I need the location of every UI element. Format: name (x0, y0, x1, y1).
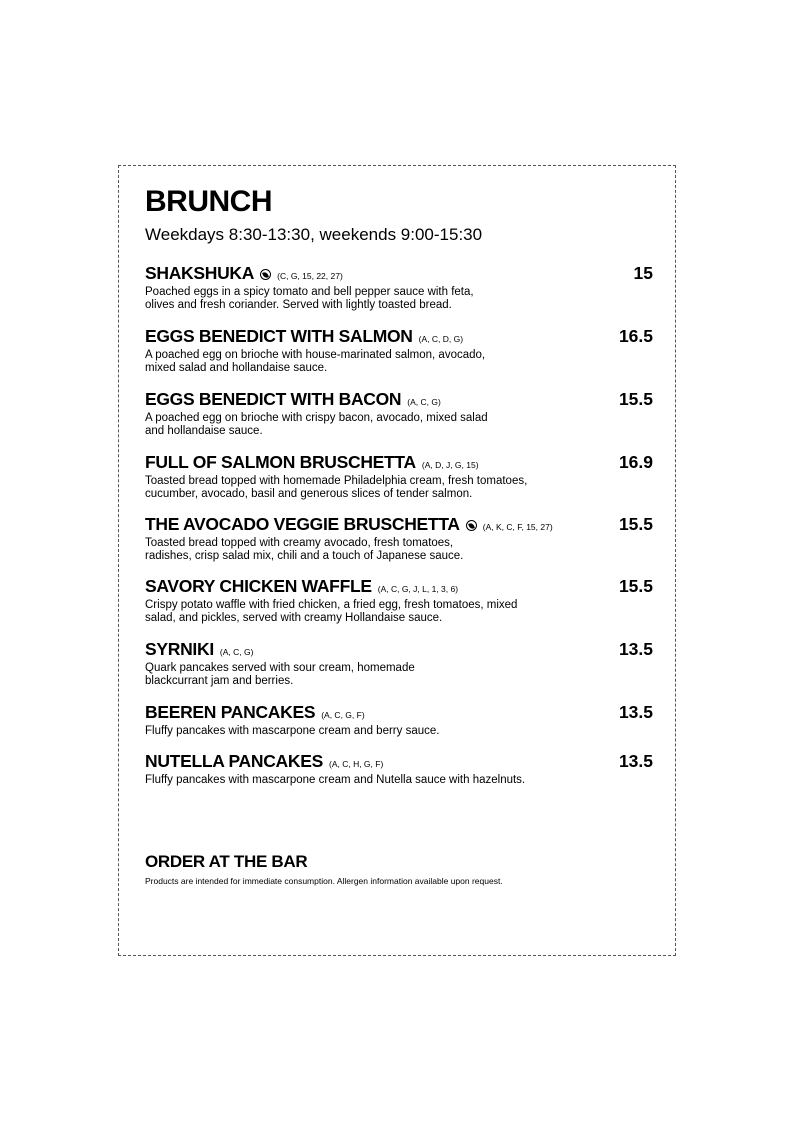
item-description (145, 725, 565, 738)
item-description-line: Quark pancakes served with sour cream, homemade (145, 662, 415, 674)
item-description (145, 349, 565, 375)
item-price: 15.5 (618, 514, 653, 534)
menu-item-beeren-pancakes (145, 701, 653, 738)
item-header (145, 750, 653, 772)
item-header (145, 325, 653, 347)
item-description-line: A poached egg on brioche with house-marinated salmon, avocado, (145, 349, 486, 361)
item-name: FULL OF SALMON BRUSCHETTA (145, 452, 416, 472)
item-header (145, 638, 653, 660)
item-description-line: Fluffy pancakes with mascarpone cream and berry sauce. (145, 725, 440, 737)
item-price: 16.9 (618, 452, 653, 472)
item-description-line: Toasted bread topped with creamy avocado, fresh tomatoes, (145, 537, 454, 549)
item-name: EGGS BENEDICT WITH BACON (145, 389, 402, 409)
item-description (145, 475, 565, 501)
menu-item-syrniki (145, 638, 653, 688)
item-allergens: (A, K, C, F, 15, 27) (482, 522, 553, 532)
menu-item-eggs-benedict-salmon (145, 325, 653, 375)
item-allergens: (A, C, G, J, L, 1, 3, 6) (377, 584, 459, 594)
item-price: 13.5 (618, 702, 653, 722)
menu-item-chicken-waffle (145, 575, 653, 625)
item-description-line: radishes, crisp salad mix, chili and a touch of Japanese sauce. (145, 550, 464, 562)
item-description-line: Fluffy pancakes with mascarpone cream and Nutella sauce with hazelnuts. (145, 774, 526, 786)
menu-item-salmon-bruschetta (145, 451, 653, 501)
item-description-line: blackcurrant jam and berries. (145, 675, 294, 687)
menu-item-eggs-benedict-bacon (145, 388, 653, 438)
item-name: SAVORY CHICKEN WAFFLE (145, 576, 372, 596)
item-name: THE AVOCADO VEGGIE BRUSCHETTA (145, 514, 460, 534)
item-header (145, 451, 653, 473)
item-allergens: (A, D, J, G, 15) (421, 460, 479, 470)
item-description-line: Toasted bread topped with homemade Philadelphia cream, fresh tomatoes, (145, 475, 528, 487)
item-allergens: (A, C, G) (219, 647, 254, 657)
opening-hours: Weekdays 8:30-13:30, weekends 9:00-15:30 (145, 225, 483, 244)
item-name: BEEREN PANCAKES (145, 702, 316, 722)
menu-item-nutella-pancakes (145, 750, 653, 787)
item-price: 15.5 (618, 389, 653, 409)
item-name: NUTELLA PANCAKES (145, 751, 323, 771)
item-description-line: Poached eggs in a spicy tomato and bell pepper sauce with feta, (145, 286, 474, 298)
item-description-line: cucumber, avocado, basil and generous slices of tender salmon. (145, 488, 473, 500)
item-header (145, 388, 653, 410)
item-price: 15 (633, 263, 653, 283)
item-description-line: A poached egg on brioche with crispy bacon, avocado, mixed salad (145, 412, 488, 424)
item-description (145, 412, 565, 438)
item-description (145, 774, 565, 787)
item-name: SHAKSHUKA (145, 263, 255, 283)
item-header (145, 262, 653, 284)
menu-item-shakshuka (145, 262, 653, 312)
item-allergens: (C, G, 15, 22, 27) (277, 271, 343, 281)
item-name: SYRNIKI (145, 639, 214, 659)
item-header (145, 513, 653, 535)
item-price: 13.5 (618, 639, 653, 659)
item-description (145, 286, 565, 312)
item-allergens: (A, C, G, F) (321, 710, 365, 720)
order-at-bar-heading: ORDER AT THE BAR (145, 852, 308, 871)
item-description (145, 662, 565, 688)
item-price: 15.5 (618, 576, 653, 596)
allergen-note: Products are intended for immediate consumption. Allergen information available upon request. (145, 876, 503, 886)
item-header (145, 701, 653, 723)
item-header (145, 575, 653, 597)
menu-frame (118, 165, 676, 956)
item-description-line: olives and fresh coriander. Served with lightly toasted bread. (145, 299, 452, 311)
item-price: 13.5 (618, 751, 653, 771)
item-allergens: (A, C, H, G, F) (328, 759, 384, 769)
item-description-line: and hollandaise sauce. (145, 425, 263, 437)
item-allergens: (A, C, G) (407, 397, 441, 407)
vegetarian-leaf-icon (466, 520, 477, 531)
item-description (145, 537, 565, 563)
item-description-line: mixed salad and hollandaise sauce. (145, 362, 328, 374)
menu-title: BRUNCH (145, 185, 272, 218)
menu-item-avocado-bruschetta (145, 513, 653, 563)
item-description-line: Crispy potato waffle with fried chicken, a fried egg, fresh tomatoes, mixed (145, 599, 518, 611)
item-description-line: salad, and pickles, served with creamy Hollandaise sauce. (145, 612, 443, 624)
item-description (145, 599, 565, 625)
item-allergens: (A, C, D, G) (418, 334, 464, 344)
vegetarian-leaf-icon (260, 269, 271, 280)
item-name: EGGS BENEDICT WITH SALMON (145, 326, 413, 346)
item-price: 16.5 (618, 326, 653, 346)
